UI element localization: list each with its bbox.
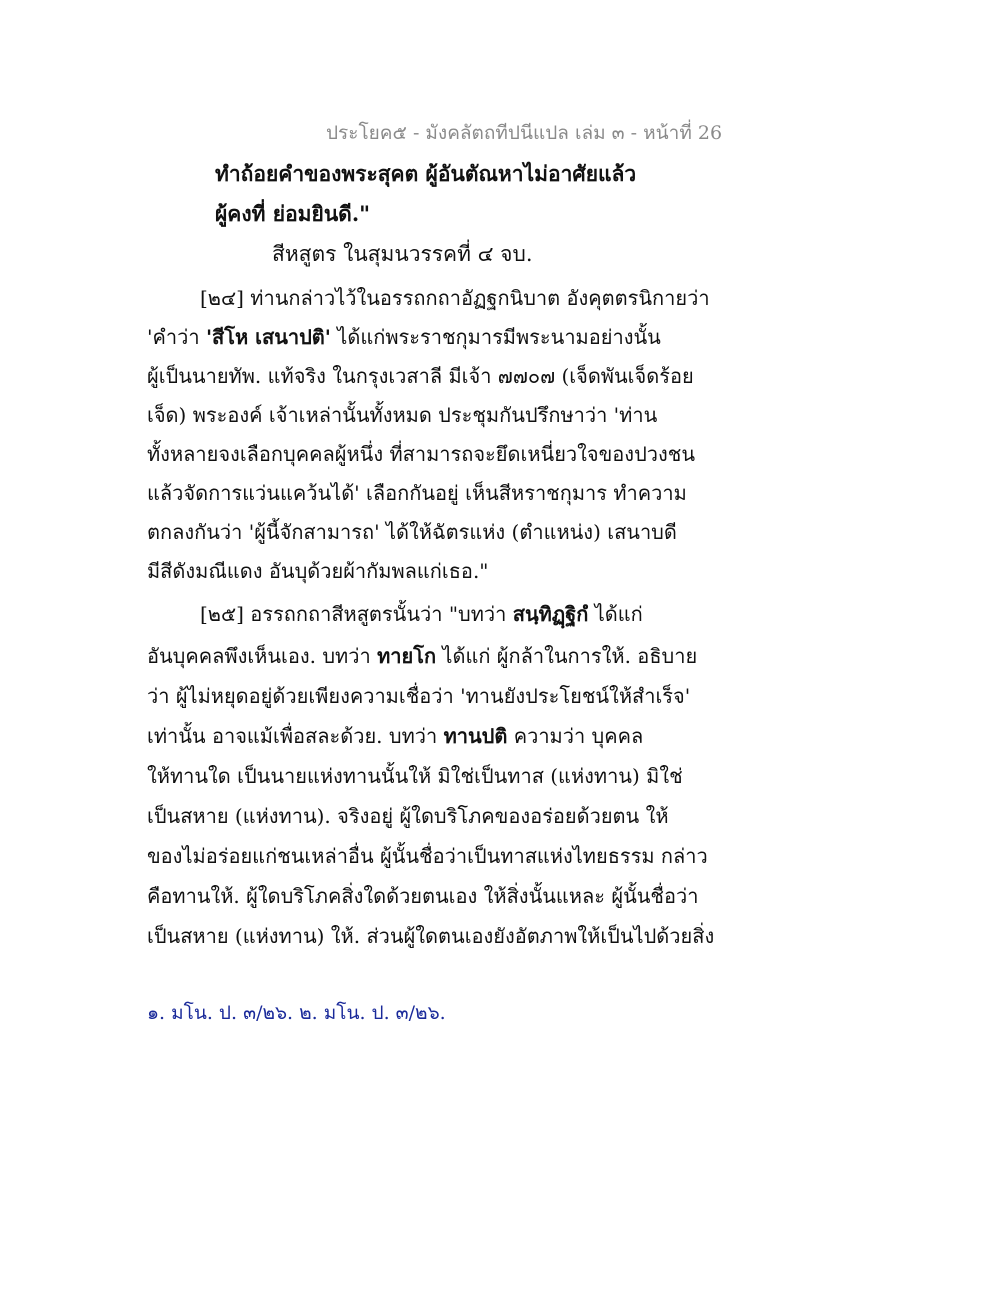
para24-term-siha-senapati: 'สีโห เสนาปติ'	[205, 325, 331, 349]
para25-line-2	[147, 640, 697, 672]
running-header: ประโยค๕ - มังคลัตถทีปนีแปล เล่ม ๓ - หน้าที่ 26	[326, 122, 723, 144]
para25-line-7: ของไม่อร่อยแก่ชนเหล่าอื่น ผู้นั้นชื่อว่าเป็นทาสแห่งไทยธรรม กล่าว	[147, 844, 708, 868]
para24-line-2	[147, 321, 661, 353]
para25-line-4	[147, 720, 643, 752]
para24-line-2-a: 'คำว่า	[147, 325, 206, 349]
para24-line-4: เจ็ด) พระองค์ เจ้าเหล่านั้นทั้งหมด ประชุมกันปรึกษาว่า 'ท่าน	[147, 403, 658, 427]
para25-line-4-c: ความว่า บุคคล	[507, 724, 644, 748]
para25-term-dayako: ทายโก	[377, 644, 437, 668]
para24-line-8: มีสีดังมณีแดง อันบุด้วยผ้ากัมพลแก่เธอ."	[147, 559, 489, 583]
para24-line-1: [๒๔] ท่านกล่าวไว้ในอรรถกถาอัฏฐกนิบาต อังคุตตรนิกายว่า	[200, 286, 710, 310]
para25-line-1-a: [๒๕] อรรถกถาสีหสูตรนั้นว่า "บทว่า	[200, 602, 513, 626]
para24-line-6: แล้วจัดการแว่นแคว้นได้' เลือกกันอยู่ เห็นสีหราชกุมาร ทำความ	[147, 481, 687, 505]
para25-line-1-c: ได้แก่	[588, 602, 643, 626]
para25-line-3: ว่า ผู้ไม่หยุดอยู่ด้วยเพียงความเชื่อว่า 'ทานยังประโยชน์ให้สำเร็จ'	[147, 684, 691, 708]
para25-line-2-c: ได้แก่ ผู้กล้าในการให้. อธิบาย	[436, 644, 698, 668]
footnote: ๑. มโน. ป. ๓/๒๖. ๒. มโน. ป. ๓/๒๖.	[147, 1002, 446, 1024]
para24-line-5: ทั้งหลายจงเลือกบุคคลผู้หนึ่ง ที่สามารถจะยึดเหนี่ยวใจของปวงชน	[147, 442, 696, 466]
para25-line-4-a: เท่านั้น อาจแม้เพื่อสละด้วย. บทว่า	[147, 724, 444, 748]
para24-line-3: ผู้เป็นนายทัพ. แท้จริง ในกรุงเวสาลี มีเจ้า ๗๗๐๗ (เจ็ดพันเจ็ดร้อย	[147, 364, 694, 388]
para25-line-2-a: อันบุคคลพึงเห็นเอง. บทว่า	[147, 644, 378, 668]
sutta-end-line: สีหสูตร ในสุมนวรรคที่ ๔ จบ.	[272, 242, 533, 266]
para25-line-1	[200, 598, 643, 630]
verse-line-1: ทำถ้อยคำของพระสุคต ผู้อันตัณหาไม่อาศัยแล้ว	[215, 161, 637, 186]
para25-line-8: คือทานให้. ผู้ใดบริโภคสิ่งใดด้วยตนเอง ให้สิ่งนั้นแหละ ผู้นั้นชื่อว่า	[147, 884, 699, 908]
verse-line-2: ผู้คงที่ ย่อมยินดี."	[215, 201, 371, 226]
para25-line-5: ให้ทานใด เป็นนายแห่งทานนั้นให้ มิใช่เป็นทาส (แห่งทาน) มิใช่	[147, 764, 683, 788]
para24-line-2-c: ได้แก่พระราชกุมารมีพระนามอย่างนั้น	[330, 325, 661, 349]
para24-line-7: ตกลงกันว่า 'ผู้นี้จักสามารถ' ได้ให้ฉัตรแห่ง (ตำแหน่ง) เสนาบดี	[147, 520, 677, 544]
para25-line-6: เป็นสหาย (แห่งทาน). จริงอยู่ ผู้ใดบริโภคของอร่อยด้วยตน ให้	[147, 804, 669, 828]
para25-line-9: เป็นสหาย (แห่งทาน) ให้. ส่วนผู้ใดตนเองยังอัตภาพให้เป็นไปด้วยสิ่ง	[147, 924, 715, 948]
para25-term-danapati: ทานปติ	[443, 724, 508, 748]
para25-term-sanditthikam: สนฺทิฏฺฐิกํ	[512, 602, 589, 626]
